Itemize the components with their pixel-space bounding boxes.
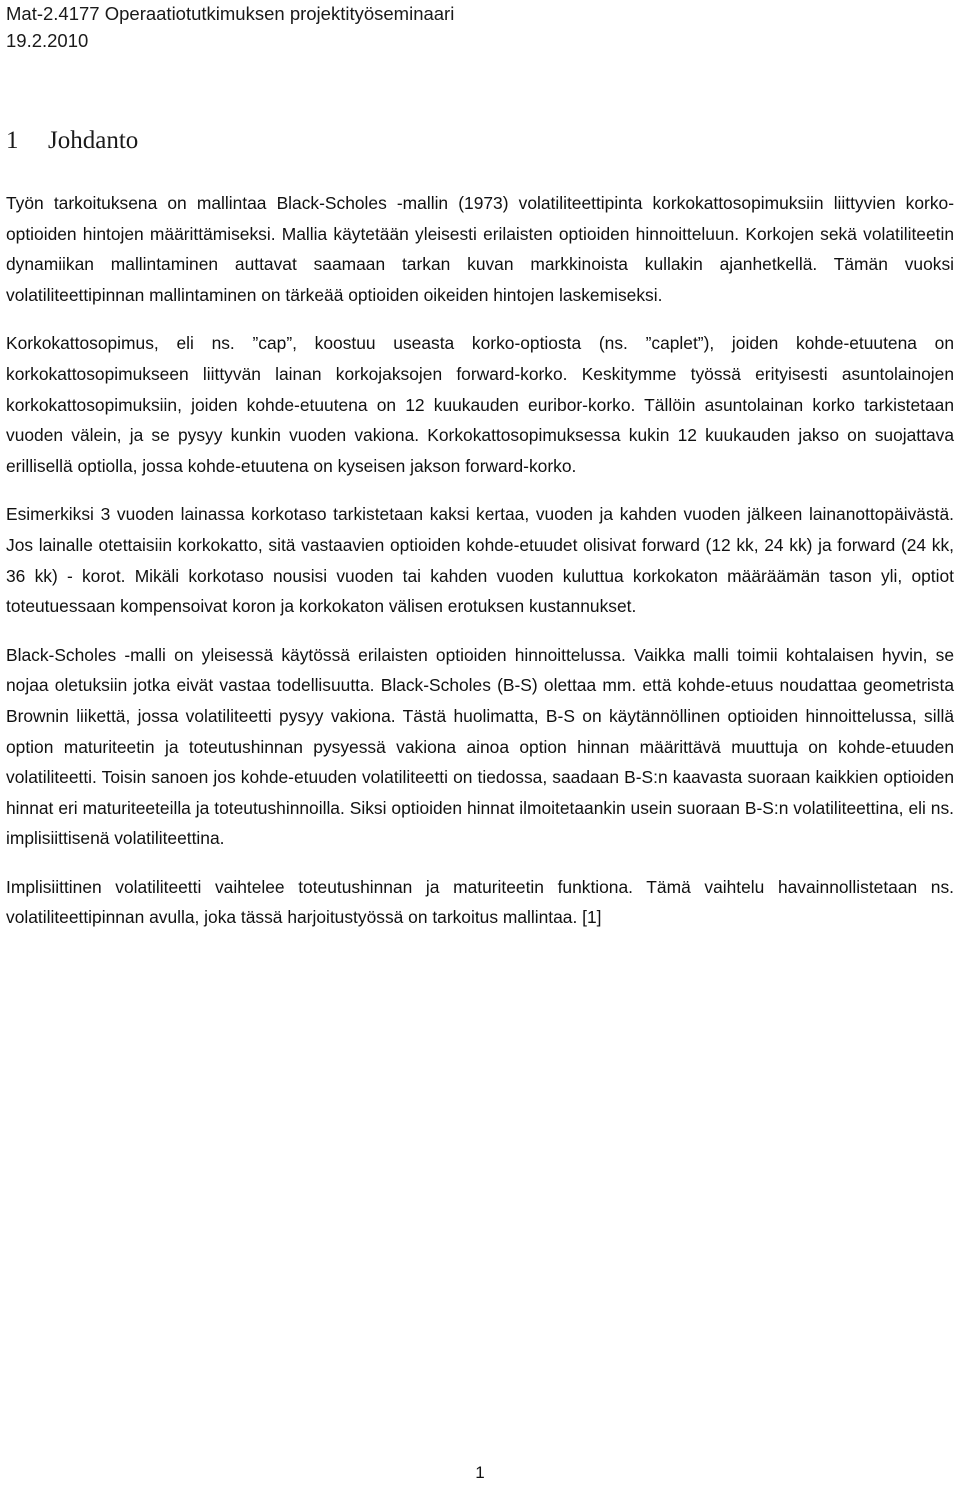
paragraph: Korkokattosopimus, eli ns. ”cap”, koostuu useasta korko-optiosta (ns. ”caplet”), joiden kohde-etuutena on korkokattosopimukseen liittyvän lainan korkojaksojen forward-korko. Keskitymme työssä erityisesti asuntolainojen korkokattosopimuksiin, joiden kohde-etuutena on 12 kuukauden euribor-korko. Tällöin asuntolainan korko tarkistetaan vuoden välein, ja se pysyy kunkin vuoden vakiona. Korkokattosopimuksessa kukin 12 kuukauden jakso on suojattava erillisellä optiolla, jossa kohde-etuutena on kyseisen jakson forward-korko. (6, 333, 954, 476)
paragraph: Esimerkiksi 3 vuoden lainassa korkotaso tarkistetaan kaksi kertaa, vuoden ja kahden vuoden jälkeen lainanottopäivästä. Jos lainalle otettaisiin korkokatto, sitä vastaavien optioiden kohde-etuudet olisivat forward (12 kk, 24 kk) ja forward (24 kk, 36 kk) - korot. Mikäli korkotaso nousisi vuoden tai kahden vuoden kuluttua korkokaton määräämän tason yli, optiot toteutuessaan kompensoivat koron ja korkokaton välisen erotuksen kustannukset. (6, 504, 954, 617)
body-text (6, 188, 954, 951)
course-title: Mat-2.4177 Operaatiotutkimuksen projektityöseminaari (6, 3, 455, 24)
page-header (6, 0, 454, 54)
section-title: Johdanto (48, 127, 139, 154)
section-number: 1 (6, 127, 19, 154)
page-number: 1 (475, 1463, 485, 1482)
paragraph: Implisiittinen volatiliteetti vaihtelee toteutushinnan ja maturiteetin funktiona. Tämä vaihtelu havainnollistetaan ns. volatiliteettipinnan avulla, joka tässä harjoitustyössä on tarkoitus mallintaa. [1] (6, 876, 954, 928)
header-date: 19.2.2010 (6, 30, 89, 51)
paragraph: Työn tarkoituksena on mallintaa Black-Scholes -mallin (1973) volatiliteettipinta korkokattosopimuksiin liittyvien korko-optioiden hintojen määrittämiseksi. Mallia käytetään yleisesti erilaisten optioiden hinnoitteluun. Korkojen sekä volatiliteetin dynamiikan mallintaminen auttavat saamaan tarkan kuvan markkinoista kullakin ajanhetkellä. Tämän vuoksi volatiliteettipinnan mallintaminen on tärkeää optioiden oikeiden hintojen laskemiseksi. (6, 193, 954, 305)
section-heading (6, 124, 138, 158)
paragraph: Black-Scholes -malli on yleisessä käytössä erilaisten optioiden hinnoittelussa. Vaikka malli toimii kohtalaisen hyvin, se nojaa oletuksiin jotka eivät vastaa todellisuutta. Black-Scholes (B-S) olettaa mm. että kohde-etuus noudattaa geometrista Brownin liikettä, jossa volatiliteetti pysyy vakiona. Tästä huolimatta, B-S on käytännöllinen optioiden hinnoittelussa, sillä option maturiteetin ja toteutushinnan pysyessä vakiona ainoa option hinnan määrittävä muuttuja on kohde-etuuden volatiliteetti. Toisin sanoen jos kohde-etuuden volatiliteetti on tiedossa, saadaan B-S:n kaavasta suoraan kaikkien optioiden hinnat eri maturiteeteilla ja toteutushinnoilla. Siksi optioiden hinnat ilmoitetaankin usein suoraan B-S:n volatiliteettina, eli ns. implisiittisenä volatiliteettina. (6, 644, 954, 849)
